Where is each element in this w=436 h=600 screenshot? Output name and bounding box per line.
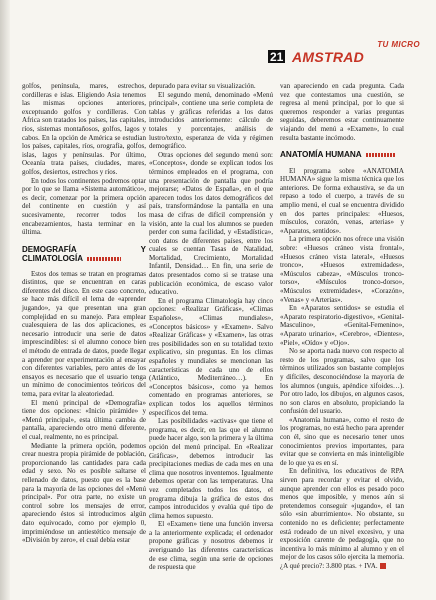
section-heading-text: DEMOGRAFÍA Y CLIMATOLOGÍA [22, 244, 146, 264]
section-tag-tu-micro: TU MICRO [377, 40, 420, 49]
page-binding-shadow [0, 0, 10, 600]
paragraph: En el programa Climatología hay cinco opciones: «Realizar Gráficas», «Climas Españoles», «Climas mundiales», «Conceptos básicos» y «Examen». Salvo «Realizar Gráficas» y «Examen», las otras tres posibilidades son en su totalidad texto explicativo, sin preguntas. En los climas españoles y mundiales se mencionan las características de cada uno de ellos (Atlántico, Mediterráneo…). En «Conceptos básicos», como ya hemos comentado en programas anteriores, se explican todos los aquellos términos específicos del tema. [149, 296, 273, 417]
paragraph: El «Examen» tiene una función inversa a la anteriormente explicada; el ordenador propone gráficas y nosotros debemos ir averiguando las diferentes características de ese clima, según una serie de opciones de respuesta que [149, 520, 273, 572]
paragraph-text: En definitiva, los educativos de RPA sirven para recordar y evitar el olvido, aunque aprender con ellos es pesado poco menos que imposible, y menos aún si pretendemos conseguir «jugando», el tan sólo «sin aburrimiento». No obstante, su contenido no es deficiente; perfectamente está rodeado de un nivel excesivo, y una exposición carente de pedagogía, que no incentiva lo más mínimo al alumno y en el mejor de los casos sólo ejercita la memoria. ¿A qué precio?: 3.800 ptas. + IVA. [280, 467, 404, 570]
paragraph: depurado para evitar su visualización. [149, 82, 256, 90]
paragraph: El menú principal de «Demografía» tiene dos opciones: «Inicio pirámide» y «Menú principal», esta última cambia de pantalla, apareciendo otro menú diferente, el cual, realmente, no es principal. [22, 398, 146, 441]
paragraph: Las posibilidades «activas» que tiene el programa, es decir, en las que el alumno puede hacer algo, son la primera y la última opción del menú principal. En «Realizar Gráficas», debemos introducir las precipitaciones medias de cada mes en una clima que nosotros inventemos. Igualmente debemos operar con las temperaturas. Una vez completados todos los datos, el programa dibuja la gráfica de estos dos campos introducidos y evalúa qué tipo de clima hemos supuesto. [149, 417, 273, 520]
page-number: 21 [270, 50, 284, 64]
paragraph: «Anatomía humana», como el resto de los programas, no está hecho para aprender con él, sino que es necesario tener unos conocimientos previos importantes, para evitar que se convierta en más ininteligible de lo que ya es en sí. [280, 415, 404, 467]
heading-decoration-bar [366, 153, 396, 157]
paragraph: No se aporta nada nuevo con respecto al resto de los programas, salvo que los términos utilizados son bastante complejos y difíciles, desconociéndose la mayoría de los alumnos (unguis, apéndice xifoides…). Por otro lado, los dibujos, en algunos casos, no son claros en absoluto, propiciando la confusión del usuario. [280, 347, 404, 416]
paragraph: Mediante la primera opción, podemos crear nuestra propia pirámide de población, proporcionando las cantidades para cada edad y sexo. No es posible saltarse el rellenado de datos, puesto que es la base para la mayoría de las opciones del «Menú principal». Por otra parte, no existe un control sobre los mensajes de error, apareciendo éstos si introducimos algún dato equivocado, como por ejemplo 0, imprimiéndose un antiestético mensaje de «División by zero», el cual debía estar [22, 441, 146, 545]
paragraph: En «Aparatos sentidos» se estudia el «Aparato respiratorio-digestivo», «Genital-Masculino», «Genital-Femenino», «Aparato urinario», «Cerebro», «Dientes», «Piel», «Oído» y «Ojo». [280, 304, 404, 347]
paragraph: golfos, península, mares, estrechos, cordilleras e islas. Eligiendo Asia tenemos las mismas opciones anteriores, exceptuando golfos y cordilleras. Con Africa son tratados los países, las capitales, ríos, sistemas montañosos, golfos, lagos y cabos. En la opción de América se estudian los países, capitales, ríos, orografía, golfos, islas, lagos y penínsulas. Por último, Oceanía trata países, ciudades, mares, golfos, desiertos, estrechos y ríos. [22, 82, 146, 176]
column-2 [149, 82, 273, 572]
paragraph: El programa sobre «ANATOMIA HUMANA» sigue la misma técnica que los anteriores. De forma exhaustiva, se da un repaso a todo el cuerpo, a través de su amplio menú, el cual se encuentra dividido en dos partes principales: «Huesos, músculos, corazón, venas, arterias» y «Aparatos, sentidos». [280, 166, 404, 235]
page-header [268, 40, 428, 68]
paragraph: La primera opción nos ofrece una visión sobre: «Huesos cráneo vista frontal», «Huesos cráneo vista lateral», «Huesos tronco», «Huesos extremidades», «Músculos cabeza», «Músculos tronco-torso», «Músculos tronco-dorso», «Músculos extremidades», «Corazón», «Venas» y «Arterias». [280, 235, 404, 304]
paragraph: van apareciendo en cada pregunta. Cada vez que contestamos una cuestión, se regresa al menú principal, por lo que si queremos responder a varias preguntas seguidas, deberemos estar continuamente viajando del menú a «Examen», lo cual resulta bastante incómodo. [280, 82, 404, 142]
paragraph: Estos dos temas se tratan en programas distintos, que se encuentran en caras diferentes del disco. En este caso concreto, se hace más difícil el lema de «aprender jugando», ya que presentan una gran complejidad en su manejo. Para emplear cualesquiera de las dos aplicaciones, es necesario introducir una serie de datos imprescindibles: si el alumno conoce bien el método de entrada de datos, puede llegar a aprender por experimentación al ensayar con diferentes variables, pero antes de los ensayos es necesario que el usuario tenga un mínimo de conocimientos teóricos del tema, para evitar la aleatoriedad. [22, 269, 146, 398]
paragraph: Otras opciones del segundo menú son: «Conceptos», donde se explican todos los términos empleados en el programa, con una presentación de pantalla que podría mejorarse; «Datos de España», en el que aparecen todos los datos demográficos del país, transformándose la pantalla en una masa de cifras de difícil comprensión y visión, ante la cual los alumnos se pueden perder con suma facilidad, y «Estadística», con datos de diferentes países, entre los cuales se cuentan Tasas de Natalidad, Mortalidad, Crecimiento, Mortalidad Infantil, Densidad… En fin, una serie de datos presentados como si se tratase una publicación económica, de escaso valor educativo. [149, 150, 273, 297]
column-1 [22, 82, 146, 545]
paragraph: En todos los continentes podremos optar por lo que se llama «Sistema automático», es decir, comenzar por la primera opción del continente en cuestión y así sucesivamente, recorrer todos los encabezamientos, hasta terminar en la última. [22, 176, 146, 237]
column-3 [280, 82, 404, 571]
section-heading-demografia [22, 245, 146, 264]
section-heading-text: ANATOMÍA HUMANA [280, 150, 362, 160]
magazine-logo: AMSTRAD [292, 49, 365, 65]
section-heading-anatomia [280, 150, 404, 160]
paragraph: El segundo menú, denominado «Menú principal», contiene una serie completa de tablas y gráficas referidas a los datos introducidos anteriormente: cálculo de totales y porcentajes, análisis de lustro/texto, esperanza de vida y régimen demográfico. [149, 90, 273, 151]
end-of-article-mark [380, 563, 386, 569]
heading-decoration-bar [87, 257, 121, 261]
paragraph-final [280, 467, 404, 570]
